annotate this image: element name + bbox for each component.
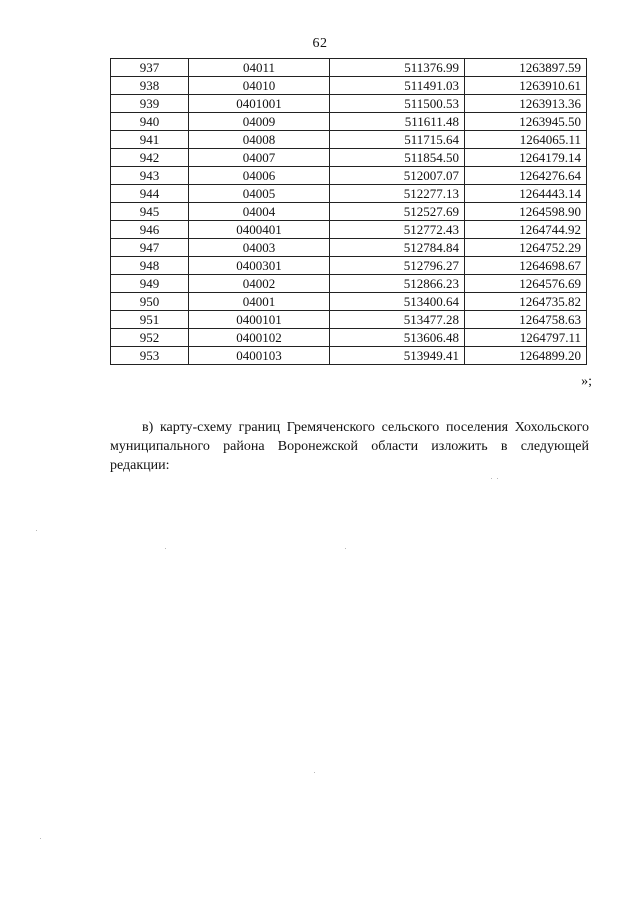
point-id-cell: 04005	[189, 185, 330, 203]
y-coordinate-cell: 1263913.36	[465, 95, 587, 113]
point-id-cell: 04001	[189, 293, 330, 311]
point-id-cell: 0400103	[189, 347, 330, 365]
x-coordinate-cell: 513606.48	[330, 329, 465, 347]
point-id-cell: 04006	[189, 167, 330, 185]
point-index-cell: 942	[111, 149, 189, 167]
table-row	[111, 203, 587, 221]
y-coordinate-cell: 1264065.11	[465, 131, 587, 149]
table-row	[111, 257, 587, 275]
point-index-cell: 939	[111, 95, 189, 113]
table-row	[111, 59, 587, 77]
table-row	[111, 95, 587, 113]
table-row	[111, 77, 587, 95]
x-coordinate-cell: 511611.48	[330, 113, 465, 131]
y-coordinate-cell: 1264735.82	[465, 293, 587, 311]
table-row	[111, 239, 587, 257]
point-id-cell: 04003	[189, 239, 330, 257]
point-index-cell: 946	[111, 221, 189, 239]
coordinates-table-body	[111, 59, 587, 365]
y-coordinate-cell: 1264576.69	[465, 275, 587, 293]
x-coordinate-cell: 512007.07	[330, 167, 465, 185]
table-row	[111, 167, 587, 185]
point-index-cell: 950	[111, 293, 189, 311]
y-coordinate-cell: 1264752.29	[465, 239, 587, 257]
point-index-cell: 944	[111, 185, 189, 203]
point-id-cell: 04008	[189, 131, 330, 149]
point-id-cell: 0400102	[189, 329, 330, 347]
point-index-cell: 941	[111, 131, 189, 149]
table-row	[111, 131, 587, 149]
y-coordinate-cell: 1264899.20	[465, 347, 587, 365]
y-coordinate-cell: 1264797.11	[465, 329, 587, 347]
table-row	[111, 113, 587, 131]
y-coordinate-cell: 1264758.63	[465, 311, 587, 329]
point-index-cell: 952	[111, 329, 189, 347]
x-coordinate-cell: 511715.64	[330, 131, 465, 149]
point-id-cell: 0400301	[189, 257, 330, 275]
coordinates-table	[110, 58, 587, 365]
point-index-cell: 953	[111, 347, 189, 365]
point-index-cell: 949	[111, 275, 189, 293]
y-coordinate-cell: 1263897.59	[465, 59, 587, 77]
point-index-cell: 943	[111, 167, 189, 185]
point-id-cell: 04011	[189, 59, 330, 77]
y-coordinate-cell: 1264598.90	[465, 203, 587, 221]
y-coordinate-cell: 1264744.92	[465, 221, 587, 239]
table-row	[111, 149, 587, 167]
table-row	[111, 347, 587, 365]
table-row	[111, 293, 587, 311]
table-row	[111, 221, 587, 239]
y-coordinate-cell: 1264698.67	[465, 257, 587, 275]
point-index-cell: 948	[111, 257, 189, 275]
y-coordinate-cell: 1264443.14	[465, 185, 587, 203]
table-row	[111, 311, 587, 329]
amendment-paragraph: в) карту-схему границ Гремяченского сельского поселения Хохольского муниципального района Воронежской области изложить в следующей редакции:	[110, 420, 589, 473]
point-index-cell: 938	[111, 77, 189, 95]
point-id-cell: 0401001	[189, 95, 330, 113]
table-row	[111, 329, 587, 347]
x-coordinate-cell: 511376.99	[330, 59, 465, 77]
page-number: 62	[312, 36, 328, 51]
point-id-cell: 0400401	[189, 221, 330, 239]
y-coordinate-cell: 1263945.50	[465, 113, 587, 131]
x-coordinate-cell: 511491.03	[330, 77, 465, 95]
point-index-cell: 951	[111, 311, 189, 329]
y-coordinate-cell: 1264276.64	[465, 167, 587, 185]
x-coordinate-cell: 512772.43	[330, 221, 465, 239]
x-coordinate-cell: 511500.53	[330, 95, 465, 113]
y-coordinate-cell: 1264179.14	[465, 149, 587, 167]
point-id-cell: 04009	[189, 113, 330, 131]
x-coordinate-cell: 511854.50	[330, 149, 465, 167]
x-coordinate-cell: 512866.23	[330, 275, 465, 293]
point-index-cell: 937	[111, 59, 189, 77]
x-coordinate-cell: 512277.13	[330, 185, 465, 203]
point-id-cell: 04007	[189, 149, 330, 167]
point-id-cell: 04002	[189, 275, 330, 293]
point-id-cell: 04004	[189, 203, 330, 221]
x-coordinate-cell: 513400.64	[330, 293, 465, 311]
closing-quote-mark: »;	[581, 374, 592, 389]
table-row	[111, 185, 587, 203]
point-index-cell: 947	[111, 239, 189, 257]
x-coordinate-cell: 512784.84	[330, 239, 465, 257]
x-coordinate-cell: 513949.41	[330, 347, 465, 365]
x-coordinate-cell: 513477.28	[330, 311, 465, 329]
point-index-cell: 945	[111, 203, 189, 221]
y-coordinate-cell: 1263910.61	[465, 77, 587, 95]
x-coordinate-cell: 512527.69	[330, 203, 465, 221]
point-index-cell: 940	[111, 113, 189, 131]
point-id-cell: 0400101	[189, 311, 330, 329]
point-id-cell: 04010	[189, 77, 330, 95]
table-row	[111, 275, 587, 293]
x-coordinate-cell: 512796.27	[330, 257, 465, 275]
